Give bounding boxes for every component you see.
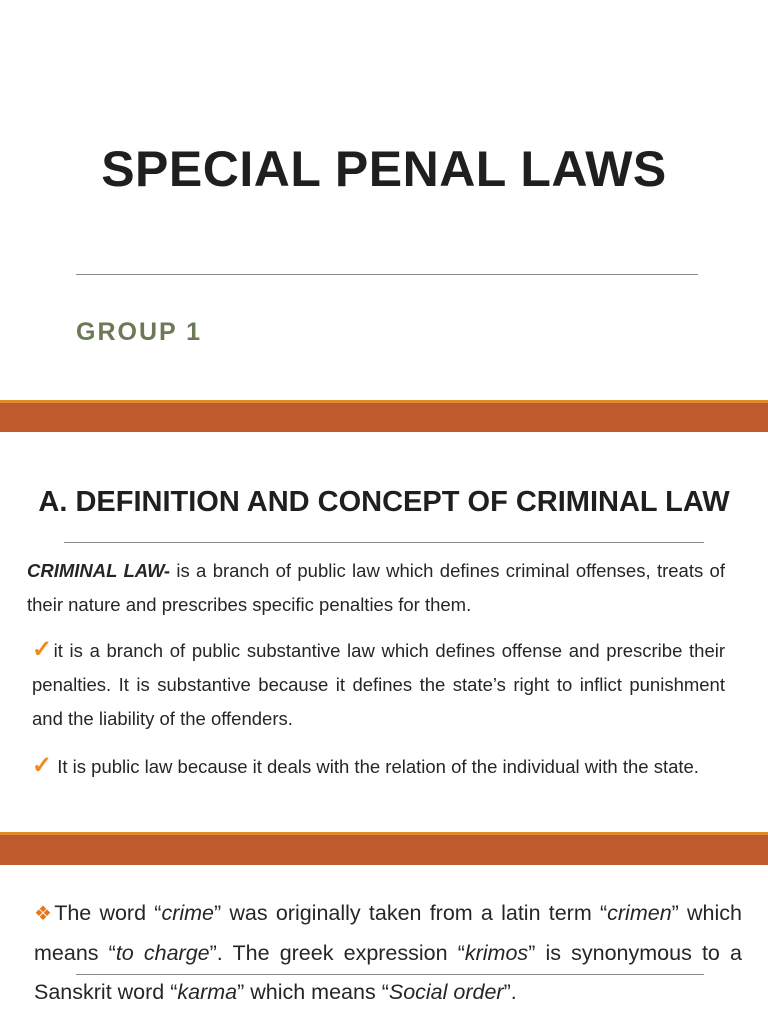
bullet-paragraph-1 (32, 633, 725, 736)
text-run: ”. (503, 980, 517, 1004)
term-crimen: crimen (607, 901, 672, 925)
text-run: The word “ (54, 901, 162, 925)
text-run: ” is synonymous to a Sanskrit word “ (34, 941, 742, 1004)
checkmark-icon: ✓ (32, 752, 53, 779)
etymology-paragraph (34, 894, 742, 1012)
term-karma: karma (177, 980, 238, 1004)
text-run: ” was originally taken from a latin term “ (214, 901, 608, 925)
definition-text: is a branch of public law which defines criminal offenses, treats of their nature and prescribes specific penalties for them. (27, 560, 725, 615)
bullet-paragraph-2 (32, 749, 725, 784)
diamond-bullet-icon: ❖ (34, 903, 55, 925)
term-crime: crime (161, 901, 214, 925)
slide-subtitle: GROUP 1 (76, 318, 203, 346)
term-to-charge: to charge (115, 941, 210, 965)
heading-divider (64, 542, 704, 543)
slide-separator-band (0, 832, 768, 865)
bullet-text-2: It is public law because it deals with the relation of the individual with the state. (52, 756, 699, 777)
definition-paragraph (27, 554, 725, 622)
checkmark-icon: ✓ (32, 636, 54, 663)
section-heading: A. DEFINITION AND CONCEPT OF CRIMINAL LAW (38, 486, 730, 518)
definition-term: CRIMINAL LAW- (27, 560, 171, 581)
term-social-order: Social order (388, 980, 504, 1004)
text-run: ” which means “ (237, 980, 389, 1004)
text-run: ” which means “ (34, 901, 743, 965)
text-run: ”. The greek expression “ (209, 941, 465, 965)
slide-title: SPECIAL PENAL LAWS (101, 141, 667, 197)
slide3-divider (76, 974, 704, 975)
term-krimos: krimos (464, 941, 529, 965)
bullet-text-1: it is a branch of public substantive law which defines offense and prescribe their penalties. It is substantive because it defines the state’s right to inflict punishment and the liability of the offenders. (32, 640, 726, 729)
slide-separator-band (0, 400, 768, 432)
title-divider (76, 274, 698, 275)
